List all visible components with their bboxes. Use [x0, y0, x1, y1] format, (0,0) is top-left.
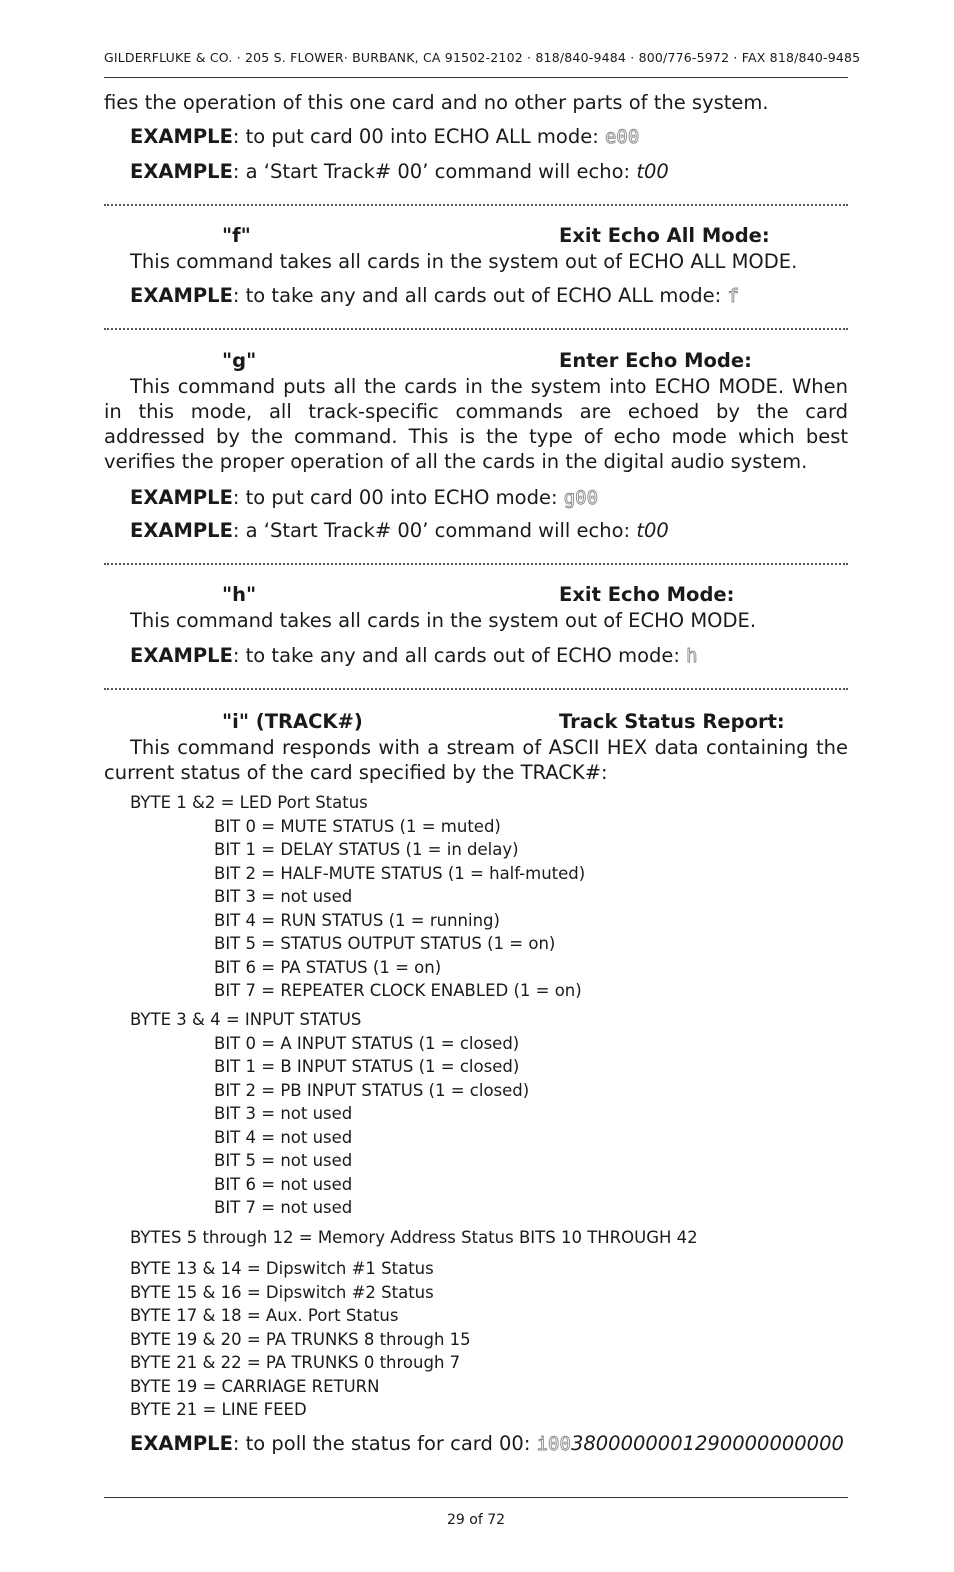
command-example-g-1 — [130, 485, 848, 511]
command-desc-g: This command puts all the cards in the system into ECHO MODE. When in this mode, all track-specific commands are echoed by the card addressed by the command. This is the type of echo mode which best verifies the proper operation of all the cards in the digital audio system. — [104, 375, 848, 473]
byte-title: BYTE 3 & 4 = INPUT STATUS — [130, 1010, 362, 1029]
section-divider — [104, 688, 848, 690]
byte-item: BYTE 19 & 20 = PA TRUNKS 8 through 15 — [130, 1329, 471, 1349]
example-text: : to take any and all cards out of ECHO mode: — [232, 644, 687, 667]
command-code: f — [727, 285, 739, 307]
command-title-h: Exit Echo Mode: — [559, 583, 735, 606]
command-desc-i: This command responds with a stream of ASCII HEX data containing the current status of the card specified by the TRACK#: — [104, 736, 848, 784]
bit-item: BIT 2 = HALF-MUTE STATUS (1 = half-muted) — [214, 863, 586, 883]
bytes-5-12-line: BYTES 5 through 12 = Memory Address Status BITS 10 THROUGH 42 — [130, 1228, 698, 1247]
intro-example-1 — [130, 124, 848, 150]
example-text: : to put card 00 into ECHO mode: — [232, 486, 564, 509]
bit-item: BIT 4 = not used — [214, 1127, 353, 1147]
bit-item: BIT 1 = DELAY STATUS (1 = in delay) — [214, 840, 519, 859]
command-example-g-2 — [130, 518, 848, 543]
echo-response: t00 — [636, 519, 669, 542]
command-code: h — [686, 645, 698, 667]
byte-title: BYTE 1 &2 = LED Port Status — [130, 793, 368, 812]
example-label: EXAMPLE — [130, 125, 233, 148]
example-label: EXAMPLE — [130, 1432, 233, 1455]
bit-item: BIT 3 = not used — [214, 887, 353, 906]
command-code: g00 — [563, 487, 599, 509]
example-text: : to put card 00 into ECHO ALL mode: — [232, 125, 605, 148]
byte-1-2-block — [130, 791, 585, 1003]
bit-list — [130, 815, 585, 1003]
command-example-i — [130, 1431, 848, 1457]
bit-item: BIT 6 = not used — [214, 1174, 353, 1194]
bit-item: BIT 7 = REPEATER CLOCK ENABLED (1 = on) — [214, 981, 582, 1000]
bit-item: BIT 6 = PA STATUS (1 = on) — [214, 957, 442, 977]
example-text: : to take any and all cards out of ECHO ALL mode: — [232, 284, 728, 307]
command-key-g: "g" — [222, 349, 257, 372]
section-divider — [104, 563, 848, 565]
byte-item: BYTE 15 & 16 = Dipswitch #2 Status — [130, 1282, 434, 1302]
footer-rule — [104, 1497, 848, 1498]
example-label: EXAMPLE — [130, 160, 233, 183]
byte-3-4-block — [130, 1008, 529, 1220]
byte-item: BYTE 19 = CARRIAGE RETURN — [130, 1376, 380, 1396]
byte-item: BYTE 21 = LINE FEED — [130, 1400, 307, 1419]
echo-response: t00 — [636, 160, 669, 183]
echo-response: 3800000001290000000000 — [570, 1432, 844, 1455]
command-key-i: "i" (TRACK#) — [222, 710, 363, 733]
bit-item: BIT 7 = not used — [214, 1198, 353, 1217]
command-example-h — [130, 643, 848, 669]
bit-list — [130, 1032, 529, 1220]
command-desc-h: This command takes all cards in the system out of ECHO MODE. — [130, 609, 757, 632]
bit-item: BIT 5 = STATUS OUTPUT STATUS (1 = on) — [214, 934, 556, 953]
bit-item: BIT 3 = not used — [214, 1104, 353, 1123]
section-divider — [104, 204, 848, 206]
byte-item: BYTE 17 & 18 = Aux. Port Status — [130, 1306, 399, 1325]
command-desc-f: This command takes all cards in the system out of ECHO ALL MODE. — [130, 250, 798, 273]
command-key-f: "f" — [222, 224, 251, 247]
command-title-g: Enter Echo Mode: — [559, 349, 752, 372]
bit-item: BIT 5 = not used — [214, 1151, 353, 1170]
bit-item: BIT 0 = A INPUT STATUS (1 = closed) — [214, 1033, 520, 1053]
example-text: : a ‘Start Track# 00’ command will echo: — [232, 519, 637, 542]
example-label: EXAMPLE — [130, 486, 233, 509]
section-divider — [104, 328, 848, 330]
example-label: EXAMPLE — [130, 644, 233, 667]
header-rule — [104, 77, 848, 78]
command-title-f: Exit Echo All Mode: — [559, 224, 770, 247]
example-label: EXAMPLE — [130, 519, 233, 542]
byte-item: BYTE 13 & 14 = Dipswitch #1 Status — [130, 1259, 434, 1278]
intro-example-2 — [130, 159, 848, 184]
byte-item: BYTE 21 & 22 = PA TRUNKS 0 through 7 — [130, 1353, 461, 1372]
command-title-i: Track Status Report: — [559, 710, 785, 733]
bit-item: BIT 1 = B INPUT STATUS (1 = closed) — [214, 1057, 520, 1076]
example-label: EXAMPLE — [130, 284, 233, 307]
intro-paragraph: fies the operation of this one card and no other parts of the system. — [104, 91, 769, 114]
command-example-f — [130, 283, 848, 309]
example-text: : a ‘Start Track# 00’ command will echo: — [232, 160, 637, 183]
command-code: i00 — [536, 1433, 571, 1455]
page-number: 29 of 72 — [446, 1512, 506, 1528]
bit-item: BIT 4 = RUN STATUS (1 = running) — [214, 910, 500, 930]
command-key-h: "h" — [222, 583, 257, 606]
page-header: GILDERFLUKE & CO. · 205 S. FLOWER· BURBANK, CA 91502-2102 · 818/840-9484 · 800/776-5972 · FAX 818/840-9485 — [104, 50, 861, 65]
bit-item: BIT 0 = MUTE STATUS (1 = muted) — [214, 816, 501, 836]
bit-item: BIT 2 = PB INPUT STATUS (1 = closed) — [214, 1080, 530, 1100]
command-code: e00 — [604, 126, 640, 148]
more-bytes-list — [130, 1257, 471, 1422]
example-text: : to poll the status for card 00: — [232, 1432, 537, 1455]
